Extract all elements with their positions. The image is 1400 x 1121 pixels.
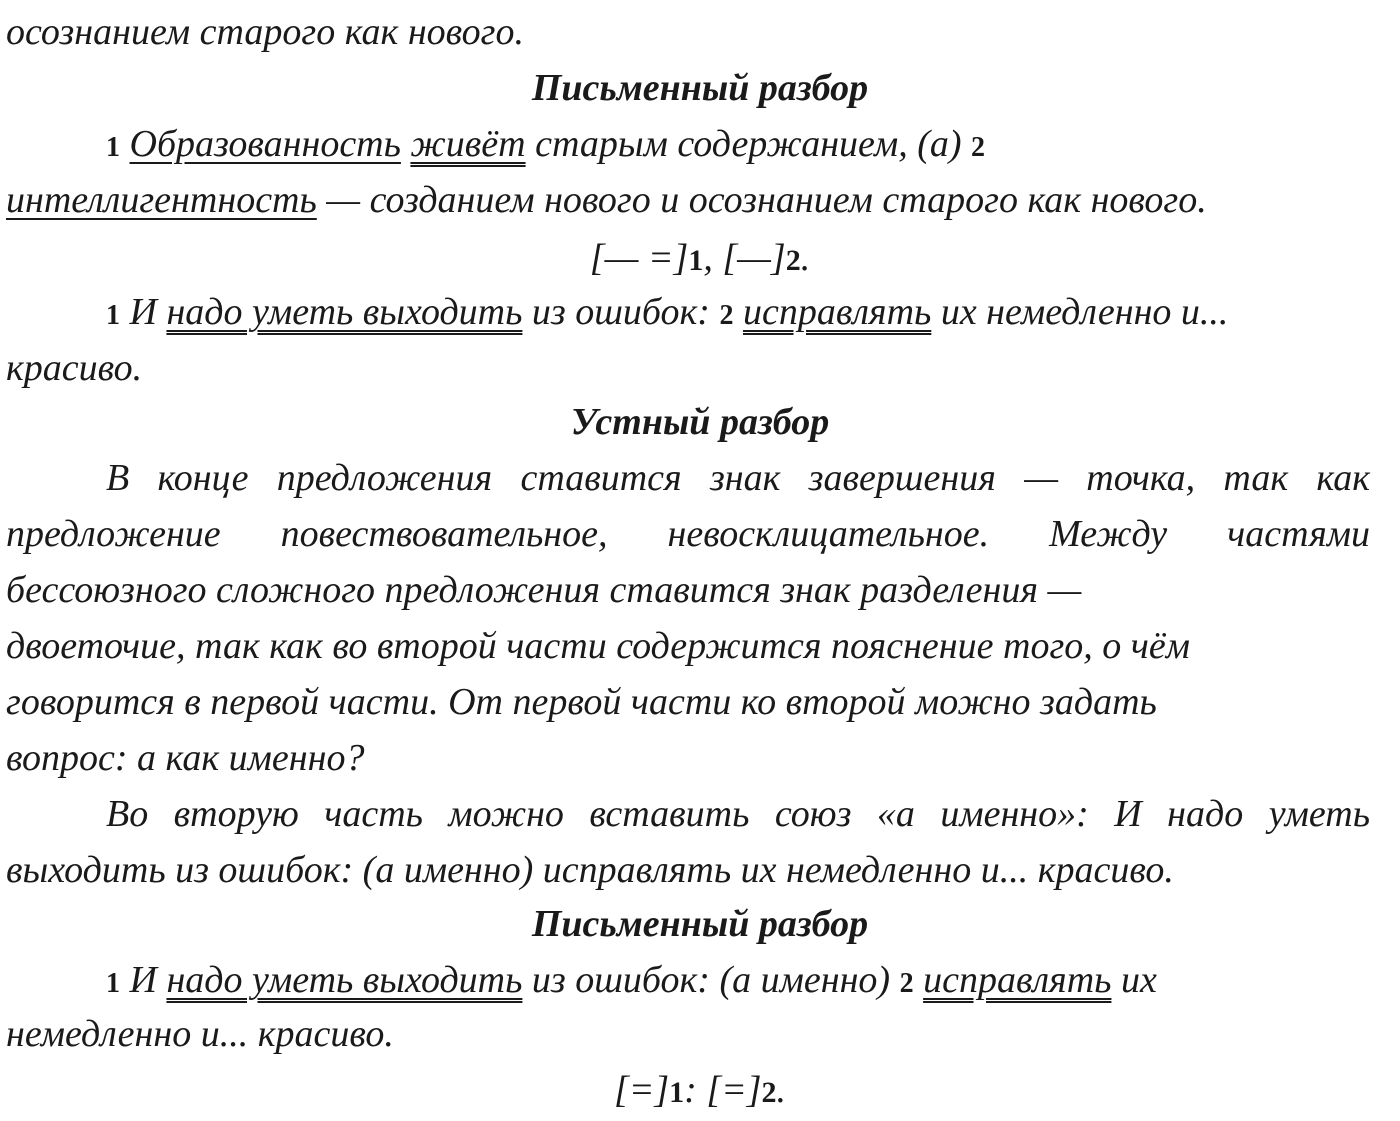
section-heading-written-2: Письменный разбор	[531, 903, 869, 945]
scheme-end: .	[800, 237, 811, 279]
predicate: исправлять	[923, 959, 1112, 1001]
sentence-2-line-1	[6, 284, 1370, 340]
scheme-end: .	[776, 1069, 787, 1111]
oral-paragraph-line: выходить из ошибок: (а именно) исправлять их немедленно и... красиво.	[6, 849, 1174, 891]
scheme-number: 2	[785, 244, 801, 277]
predicate: живёт	[410, 123, 526, 165]
sentence-1-line-1	[6, 116, 1370, 172]
clause-number: 2	[971, 132, 986, 163]
text-fragment: их немедленно и...	[931, 291, 1229, 333]
clause-number: 1	[106, 132, 120, 163]
text-fragment: из ошибок: (а именно)	[522, 959, 900, 1001]
oral-paragraph-line: бессоюзного сложного предложения ставится знак разделения —	[6, 569, 1082, 611]
oral-paragraph-line: В конце предложения ставится знак завершения — точка, так как	[106, 457, 1370, 499]
oral-paragraph-line: говорится в первой части. От первой части ко второй можно задать	[6, 681, 1157, 723]
scheme-part: [=]	[613, 1069, 670, 1111]
text-fragment: — созданием нового и осознанием старого как нового.	[316, 179, 1207, 221]
sentence-2-line-2: красиво.	[6, 347, 143, 389]
subject: интеллигентность	[6, 179, 317, 221]
scheme-part: [— =]	[589, 237, 689, 279]
section-heading-written-1: Письменный разбор	[531, 67, 869, 109]
clause-number: 2	[719, 300, 734, 331]
sentence-1-line-2	[6, 172, 1370, 228]
scheme-part: [=]	[706, 1069, 762, 1111]
text-fragment: старым содержанием, (а)	[525, 123, 972, 165]
scheme-separator: ,	[703, 237, 723, 279]
text-fragment: И	[120, 959, 167, 1001]
predicate: исправлять	[742, 291, 932, 333]
predicate: надо уметь выходить	[166, 291, 523, 333]
oral-paragraph-line: предложение повествовательное, невосклицательное. Между частями	[6, 513, 1370, 555]
sentence-3-line-1	[6, 952, 1370, 1008]
clause-number: 1	[106, 968, 120, 999]
section-heading-oral: Устный разбор	[570, 401, 830, 443]
oral-paragraph-line: двоеточие, так как во второй части содержится пояснение того, о чём	[6, 625, 1191, 667]
clause-number: 1	[106, 300, 120, 331]
scheme-part: [—]	[722, 237, 786, 279]
subject: Образованность	[129, 123, 401, 165]
sentence-3-line-2: немедленно и... красиво.	[6, 1013, 394, 1055]
predicate: надо уметь выходить	[166, 959, 523, 1001]
text-line: осознанием старого как нового.	[6, 11, 524, 53]
text-fragment: их	[1111, 959, 1157, 1001]
scheme-number: 1	[669, 1076, 685, 1109]
text-fragment: И	[120, 291, 167, 333]
sentence-scheme-2	[0, 1062, 1400, 1118]
text-fragment: из ошибок:	[522, 291, 720, 333]
oral-paragraph-line: вопрос: а как именно?	[6, 737, 365, 779]
oral-paragraph-line: Во вторую часть можно вставить союз «а именно»: И надо уметь	[106, 793, 1370, 835]
scheme-number: 2	[761, 1076, 777, 1109]
scheme-separator: :	[684, 1069, 707, 1111]
clause-number: 2	[899, 968, 914, 999]
scheme-number: 1	[688, 244, 704, 277]
sentence-scheme-1	[0, 230, 1400, 286]
